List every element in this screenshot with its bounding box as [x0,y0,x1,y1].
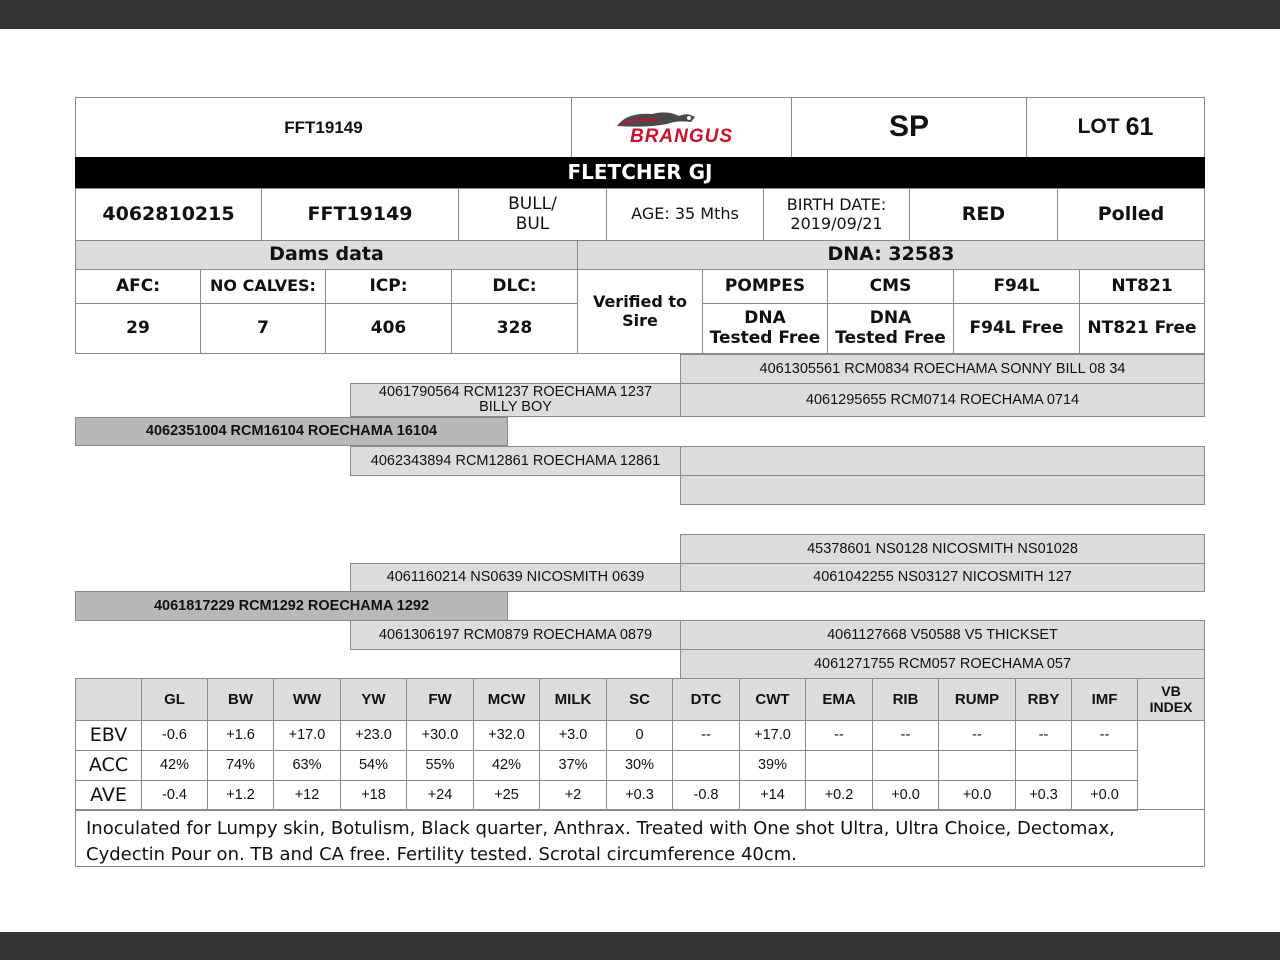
pedigree-dam-dam: 4061306197 RCM0879 ROECHAMA 0879 [350,620,681,650]
sex-line1: BULL/ [508,193,557,214]
ebv-header-bw: BW [207,678,274,721]
verified-line2: Sire [622,310,658,330]
ebv-header-yw: YW [340,678,407,721]
dams-header-calves: NO CALVES: [200,269,326,304]
dna-test-f94l-result: F94L Free [953,303,1080,354]
ebv-cell-ebv-rby: -- [1015,720,1072,751]
ebv-cell-acc-rump [938,750,1016,781]
lot-number: 61 [1125,113,1154,142]
dams-header-icp: ICP: [325,269,452,304]
ebv-cell-ave-dtc: -0.8 [672,780,740,811]
ebv-cell-ave-cwt: +14 [739,780,806,811]
dna-test-nt821-name: NT821 [1079,269,1205,304]
ebv-cell-acc-dtc [672,750,740,781]
ref-id: FFT19149 [75,97,572,158]
ebv-cell-ebv-ema: -- [805,720,873,751]
ebv-cell-ebv-fw: +30.0 [406,720,474,751]
ebv-header-rump: RUMP [938,678,1016,721]
ebv-cell-ave-mcw: +25 [473,780,540,811]
ebv-cell-ave-fw: +24 [406,780,474,811]
pedigree-sire-sire [350,383,681,417]
ebv-cell-acc-imf [1071,750,1138,781]
ebv-row-label-ebv: EBV [75,720,142,751]
ebv-header-gl: GL [141,678,208,721]
pedigree-sire-dam: 4062343894 RCM12861 ROECHAMA 12861 [350,446,681,476]
dna-test-pompes-result [702,303,828,354]
ebv-cell-ave-sc: +0.3 [606,780,673,811]
ebv-row-label-ave: AVE [75,780,142,811]
ebv-header-sc: SC [606,678,673,721]
ebv-header-fw: FW [406,678,474,721]
ebv-cell-ebv-sc: 0 [606,720,673,751]
ebv-cell-ave-rump: +0.0 [938,780,1016,811]
brangus-logo [571,97,792,158]
dams-header-dlc: DLC: [451,269,578,304]
dna-test-pompes-name: POMPES [702,269,828,304]
sire-sire-line2: BILLY BOY [479,399,552,415]
ebv-cell-ave-ema: +0.2 [805,780,873,811]
notes: Inoculated for Lumpy skin, Botulism, Black quarter, Anthrax. Treated with One shot Ultra, Ultra Choice, Dectomax, Cydectin Pour on. TB and CA free. Fertility tested. Scrotal circumference 40cm. [75,809,1205,867]
ebv-header-imf: IMF [1071,678,1138,721]
vb-line1: VB [1161,683,1181,700]
ebv-cell-ave-rby: +0.3 [1015,780,1072,811]
animal-name: FLETCHER GJ [75,157,1205,188]
ebv-cell-ave-imf: +0.0 [1071,780,1138,811]
dna-test-f94l-name: F94L [953,269,1080,304]
ebv-cell-ebv-cwt: +17.0 [739,720,806,751]
ebv-header-dtc: DTC [672,678,740,721]
dams-title: Dams data [75,240,578,270]
type-code: SP [791,97,1027,158]
dams-value-dlc: 328 [451,303,578,354]
verified-line1: Verified to [592,292,688,312]
pedigree-dam-sire-dam: 4061042255 NS03127 NICOSMITH 127 [680,563,1205,592]
ebv-cell-ave-gl: -0.4 [141,780,208,811]
ebv-cell-ebv-yw: +23.0 [340,720,407,751]
logo-text: BRANGUS [629,125,734,147]
animal-colour: RED [909,188,1058,241]
bottom-bar [0,932,1280,960]
ebv-cell-acc-sc: 30% [606,750,673,781]
birth-label: BIRTH DATE: [786,195,887,215]
animal-tag: FFT19149 [261,188,459,241]
ebv-cell-ebv-dtc: -- [672,720,740,751]
ebv-header-ww: WW [273,678,341,721]
ebv-cell-ebv-milk: +3.0 [539,720,607,751]
ebv-cell-acc-cwt: 39% [739,750,806,781]
pedigree-sire-dam-dam [680,475,1205,505]
vb-index-value [1137,720,1205,810]
dams-value-icp: 406 [325,303,452,354]
ebv-cell-acc-milk: 37% [539,750,607,781]
ebv-header-rib: RIB [872,678,939,721]
dna-test-cms-name: CMS [827,269,954,304]
ebv-cell-acc-rib [872,750,939,781]
lot-cell [1026,97,1205,158]
ebv-cell-ebv-ww: +17.0 [273,720,341,751]
animal-horn: Polled [1057,188,1205,241]
pedigree-dam-dam-dam: 4061271755 RCM057 ROECHAMA 057 [680,649,1205,679]
animal-id: 4062810215 [75,188,262,241]
pedigree-dam: 4061817229 RCM1292 ROECHAMA 1292 [75,591,508,621]
ebv-cell-ave-bw: +1.2 [207,780,274,811]
pompes-line2: Tested Free [709,327,821,348]
ebv-header-mcw: MCW [473,678,540,721]
ebv-cell-ebv-rib: -- [872,720,939,751]
dna-test-cms-result [827,303,954,354]
pedigree-dam-sire: 4061160214 NS0639 NICOSMITH 0639 [350,563,681,592]
ebv-cell-ebv-mcw: +32.0 [473,720,540,751]
ebv-header-rby: RBY [1015,678,1072,721]
ebv-cell-ave-rib: +0.0 [872,780,939,811]
pompes-line1: DNA [744,307,786,328]
ebv-cell-ebv-imf: -- [1071,720,1138,751]
ebv-cell-acc-yw: 54% [340,750,407,781]
dna-title: DNA: 32583 [577,240,1205,270]
dams-header-afc: AFC: [75,269,201,304]
top-bar [0,0,1280,29]
sex-line2: BUL [515,213,550,234]
vb-line2: INDEX [1149,698,1193,715]
birth-date [763,188,910,241]
ebv-row-label-acc: ACC [75,750,142,781]
ebv-cell-ave-ww: +12 [273,780,341,811]
ebv-cell-ebv-bw: +1.6 [207,720,274,751]
animal-sex [458,188,607,241]
animal-age: AGE: 35 Mths [606,188,764,241]
lot-label: LOT [1077,115,1120,139]
birth-value: 2019/09/21 [790,213,883,233]
ebv-cell-ebv-gl: -0.6 [141,720,208,751]
sire-sire-line1: 4061790564 RCM1237 ROECHAMA 1237 [378,383,653,400]
ebv-cell-acc-fw: 55% [406,750,474,781]
ebv-header-milk: MILK [539,678,607,721]
pedigree-sire-sire-sire: 4061305561 RCM0834 ROECHAMA SONNY BILL 08 34 [680,354,1205,384]
pedigree-dam-dam-sire: 4061127668 V50588 V5 THICKSET [680,620,1205,650]
dams-value-afc: 29 [75,303,201,354]
ebv-cell-ave-milk: +2 [539,780,607,811]
dna-test-nt821-result: NT821 Free [1079,303,1205,354]
ebv-corner [75,678,142,721]
ebv-header-vb-index [1137,678,1205,721]
ebv-cell-acc-bw: 74% [207,750,274,781]
ebv-header-cwt: CWT [739,678,806,721]
ebv-cell-acc-gl: 42% [141,750,208,781]
ebv-header-ema: EMA [805,678,873,721]
pedigree-sire: 4062351004 RCM16104 ROECHAMA 16104 [75,417,508,446]
pedigree-sire-sire-dam: 4061295655 RCM0714 ROECHAMA 0714 [680,383,1205,417]
ebv-cell-ave-yw: +18 [340,780,407,811]
ebv-cell-acc-ww: 63% [273,750,341,781]
cms-line1: DNA [869,307,912,328]
ebv-cell-ebv-rump: -- [938,720,1016,751]
dams-value-calves: 7 [200,303,326,354]
ebv-cell-acc-mcw: 42% [473,750,540,781]
pedigree-sire-dam-sire [680,446,1205,476]
lot-card [75,97,1205,867]
cms-line2: Tested Free [835,327,946,348]
ebv-cell-acc-rby [1015,750,1072,781]
pedigree-dam-sire-sire: 45378601 NS0128 NICOSMITH NS01028 [680,534,1205,564]
ebv-cell-acc-ema [805,750,873,781]
verified-to-sire [577,269,703,354]
